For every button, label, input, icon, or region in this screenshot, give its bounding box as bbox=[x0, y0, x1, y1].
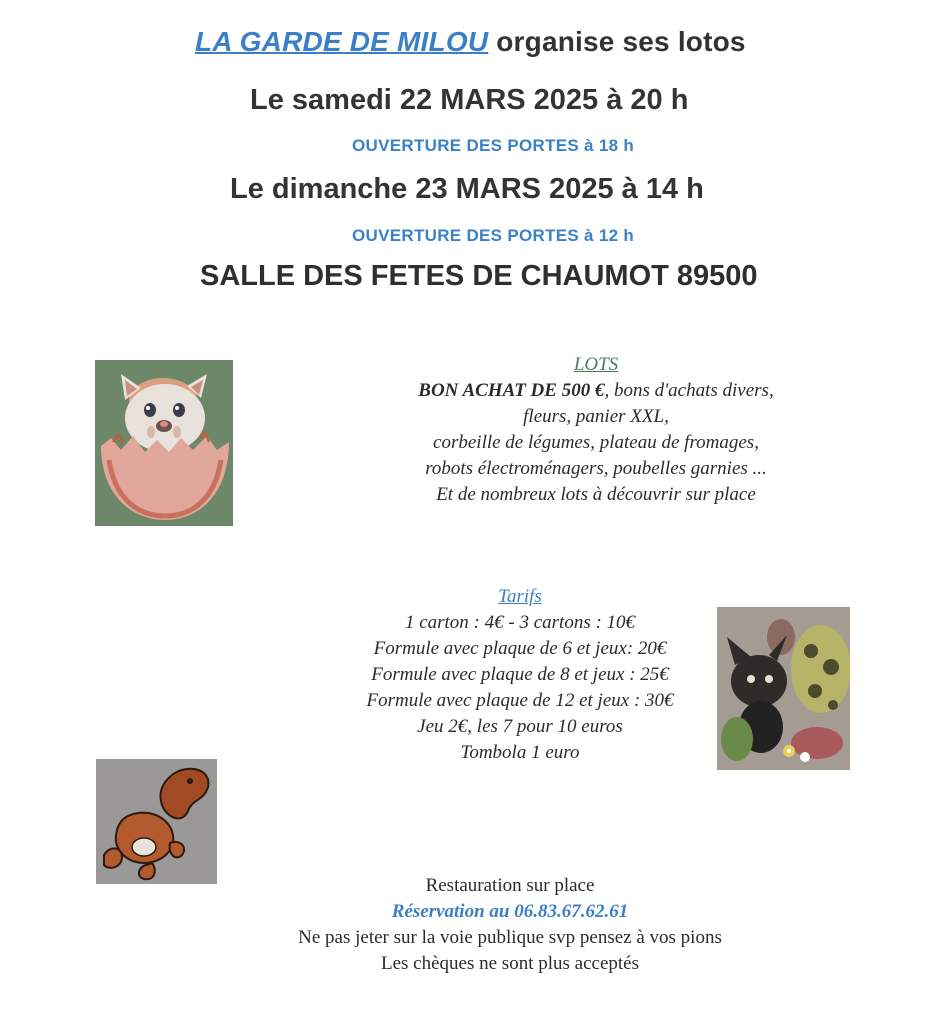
easter-eggs-icon bbox=[717, 607, 850, 770]
lots-line: Et de nombreux lots à découvrir sur place bbox=[436, 484, 756, 505]
venue: SALLE DES FETES DE CHAUMOT 89500 bbox=[200, 260, 758, 292]
lots-section bbox=[376, 352, 816, 508]
tarif-line: Formule avec plaque de 12 et jeux : 30€ bbox=[366, 690, 674, 711]
tarif-line: Jeu 2€, les 7 pour 10 euros bbox=[417, 716, 623, 737]
lots-heading: LOTS bbox=[573, 354, 619, 375]
reservation-line: Réservation au 06.83.67.62.61 bbox=[391, 901, 629, 922]
tarif-line: Tombola 1 euro bbox=[460, 742, 580, 763]
sunday-date: Le dimanche 23 MARS 2025 à 14 h bbox=[230, 173, 704, 205]
restauration-line: Restauration sur place bbox=[425, 875, 595, 896]
dog-illustration bbox=[96, 759, 217, 884]
tarif-line: Formule avec plaque de 6 et jeux: 20€ bbox=[373, 638, 667, 659]
lots-line: fleurs, panier XXL, bbox=[523, 406, 669, 427]
tarif-line: Formule avec plaque de 8 et jeux : 25€ bbox=[371, 664, 669, 685]
lots-main-prize: BON ACHAT DE 500 € bbox=[418, 380, 605, 401]
cartoon-dog-icon bbox=[96, 759, 217, 884]
easter-eggs-illustration bbox=[717, 607, 850, 770]
footer-section bbox=[230, 873, 790, 977]
saturday-date: Le samedi 22 MARS 2025 à 20 h bbox=[250, 84, 689, 116]
lots-line: robots électroménagers, poubelles garnies ... bbox=[425, 458, 767, 479]
kitten-illustration bbox=[95, 360, 233, 526]
lots-main-prize-rest: , bons d'achats divers, bbox=[604, 380, 774, 401]
organizer-suffix: organise ses lotos bbox=[496, 26, 746, 57]
saturday-doors: OUVERTURE DES PORTES à 18 h bbox=[352, 136, 635, 155]
lots-line-1 bbox=[376, 378, 816, 404]
kitten-in-eggshell-icon bbox=[95, 360, 233, 526]
organizer-name: LA GARDE DE MILOU bbox=[195, 26, 489, 57]
sunday-doors: OUVERTURE DES PORTES à 12 h bbox=[352, 226, 635, 245]
tarif-line: 1 carton : 4€ - 3 cartons : 10€ bbox=[404, 612, 636, 633]
litter-notice: Ne pas jeter sur la voie publique svp pensez à vos pions bbox=[298, 927, 722, 948]
tarifs-heading: Tarifs bbox=[498, 586, 542, 607]
tarifs-section bbox=[320, 584, 720, 766]
poster-title bbox=[195, 26, 746, 58]
cheques-notice: Les chèques ne sont plus acceptés bbox=[381, 953, 639, 974]
lots-line: corbeille de légumes, plateau de fromages, bbox=[433, 432, 759, 453]
